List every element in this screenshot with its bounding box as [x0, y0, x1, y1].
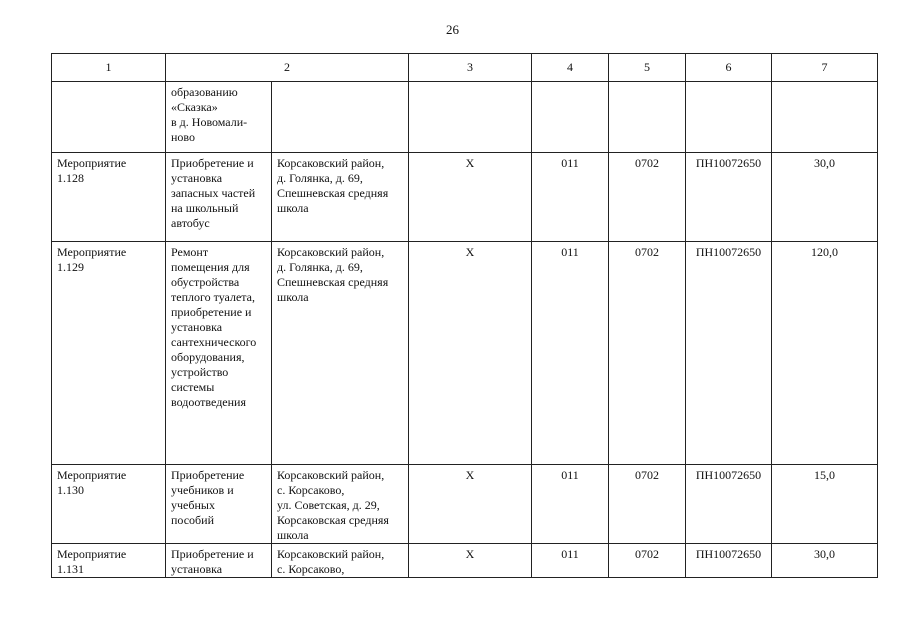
header-cell: 7	[772, 54, 878, 82]
cell-address: Корсаковский район, с. Корсаково,	[272, 544, 409, 578]
table-row	[52, 465, 878, 544]
cell-col7: 15,0	[772, 465, 878, 544]
table-row	[52, 242, 878, 465]
cell-col3: Х	[409, 465, 532, 544]
cell-col6: ПН10072650	[686, 544, 772, 578]
cell-col4: 011	[532, 544, 609, 578]
table-row	[52, 544, 878, 578]
cell-address: Корсаковский район, с. Корсаково, ул. Советская, д. 29, Корсаковская средняя школа	[272, 465, 409, 544]
cell-col7: 30,0	[772, 153, 878, 242]
table-header-row	[52, 54, 878, 82]
cell-col6: ПН10072650	[686, 242, 772, 465]
cell-col4: 011	[532, 153, 609, 242]
cell-address: Корсаковский район, д. Голянка, д. 69, Спешневская средняя школа	[272, 242, 409, 465]
cell-col5: 0702	[609, 544, 686, 578]
cell-col5: 0702	[609, 153, 686, 242]
cell-description: Приобретение и установка	[166, 544, 272, 578]
cell-address: Корсаковский район, д. Голянка, д. 69, Спешневская средняя школа	[272, 153, 409, 242]
cell-id	[52, 82, 166, 153]
header-cell: 4	[532, 54, 609, 82]
cell-col5: 0702	[609, 242, 686, 465]
cell-col5: 0702	[609, 465, 686, 544]
cell-col7	[772, 82, 878, 153]
cell-id: Мероприятие 1.128	[52, 153, 166, 242]
cell-col3: Х	[409, 544, 532, 578]
cell-col4: 011	[532, 242, 609, 465]
cell-col3: Х	[409, 242, 532, 465]
header-cell: 2	[166, 54, 409, 82]
table-row	[52, 153, 878, 242]
cell-id: Мероприятие 1.129	[52, 242, 166, 465]
cell-col4: 011	[532, 465, 609, 544]
header-cell: 6	[686, 54, 772, 82]
cell-description: Приобретение и установка запасных частей на школьный автобус	[166, 153, 272, 242]
page-number: 26	[446, 22, 459, 37]
header-cell: 5	[609, 54, 686, 82]
cell-col6: ПН10072650	[686, 153, 772, 242]
header-cell: 1	[52, 54, 166, 82]
cell-col3: Х	[409, 153, 532, 242]
cell-col7: 30,0	[772, 544, 878, 578]
table-row	[52, 82, 878, 153]
cell-description: Ремонт помещения для обустройства теплого туалета, приобретение и установка сантехнического оборудования, устройство системы водоотведения	[166, 242, 272, 465]
cell-col3	[409, 82, 532, 153]
header-cell: 3	[409, 54, 532, 82]
cell-description: образованию «Сказка» в д. Новомали- ново	[166, 82, 272, 153]
cell-col6: ПН10072650	[686, 465, 772, 544]
cell-id: Мероприятие 1.130	[52, 465, 166, 544]
cell-col4	[532, 82, 609, 153]
cell-col7: 120,0	[772, 242, 878, 465]
cell-description: Приобретение учебников и учебных пособий	[166, 465, 272, 544]
cell-col6	[686, 82, 772, 153]
cell-address	[272, 82, 409, 153]
cell-id: Мероприятие 1.131	[52, 544, 166, 578]
budget-table	[51, 53, 878, 578]
cell-col5	[609, 82, 686, 153]
